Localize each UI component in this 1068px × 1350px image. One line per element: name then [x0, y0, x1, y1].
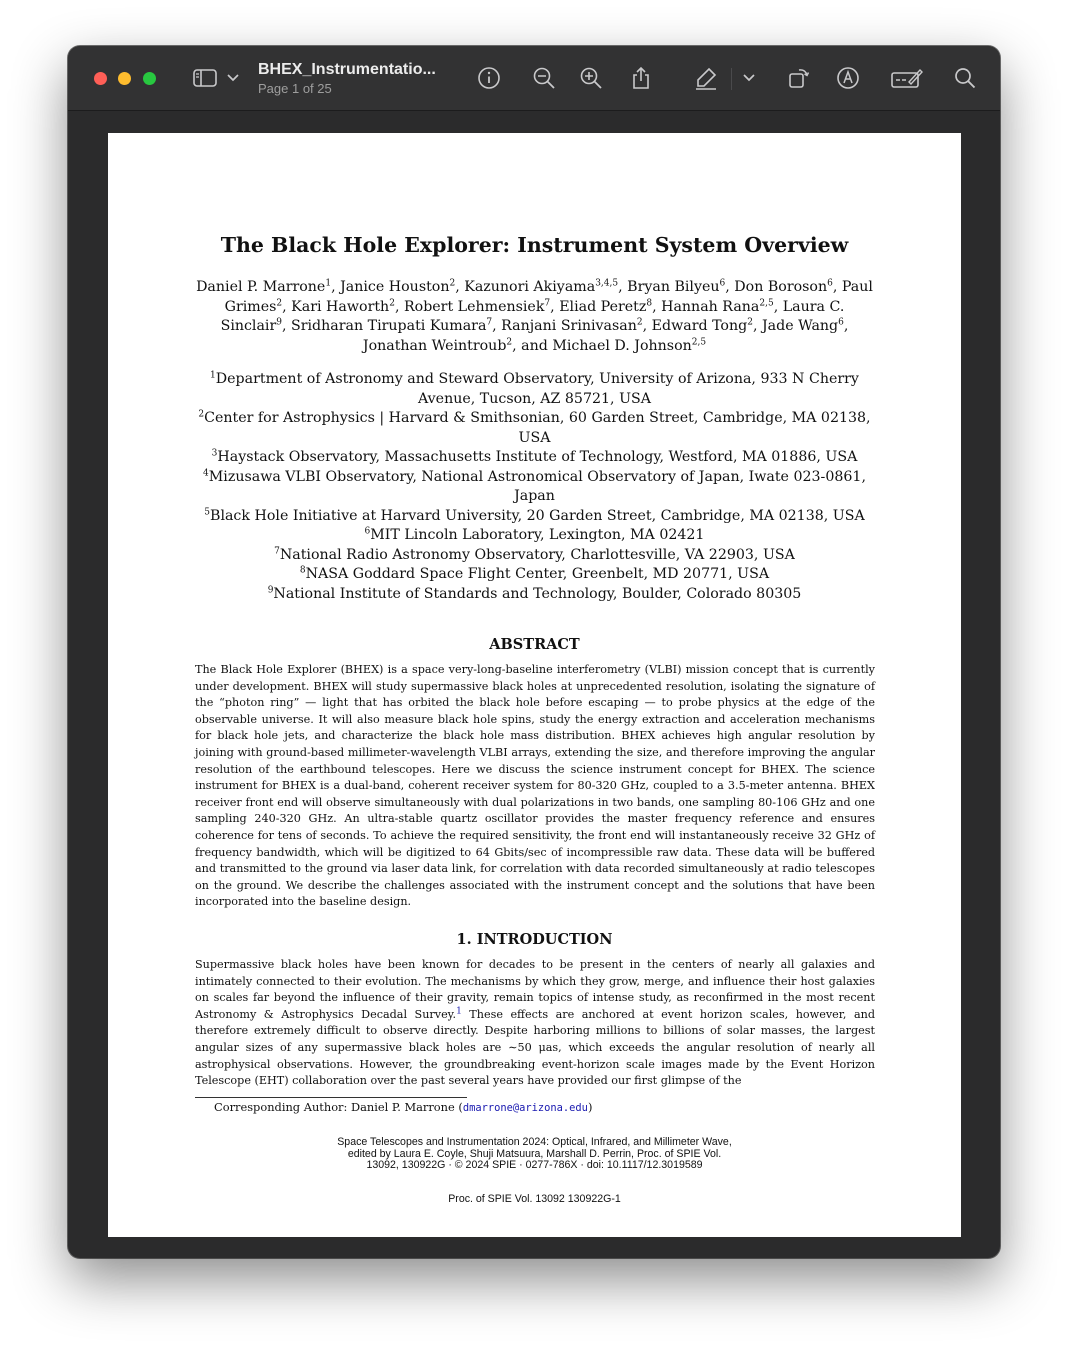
close-window-button[interactable]: [94, 72, 107, 85]
affiliation-number: 2: [198, 409, 205, 420]
intro-text-part2: These effects are anchored at event horizon scales, however, and therefore extremely difficult to observe directly. Despite harboring millions to billions of solar masses, the largest angular sizes of any supermassive black holes are ∼50 μas, which exceeds the angular resolution of nearly all astrophysical observations. However, the groundbreaking event-horizon scale images made by the Event Horizon Telescope (EHT) collaboration over the past several years have provided our first glimpse of the: [195, 1007, 875, 1088]
affiliation-text: Center for Astrophysics | Harvard & Smithsonian, 60 Garden Street, Cambridge, MA 02138, USA: [204, 410, 871, 446]
affiliation-number: 5: [204, 506, 211, 517]
chevron-down-icon[interactable]: [227, 66, 239, 90]
zoom-window-button[interactable]: [143, 72, 156, 85]
page-indicator: Page 1 of 25: [258, 81, 332, 96]
affiliation-text: MIT Lincoln Laboratory, Lexington, MA 02421: [370, 527, 705, 543]
zoom-out-icon[interactable]: [532, 66, 556, 90]
affiliation-item: [188, 585, 881, 605]
author-name: Paul Grimes: [224, 279, 873, 315]
markup-chevron-down-icon[interactable]: [743, 66, 755, 90]
author-affiliation-mark: 9: [276, 317, 282, 328]
affiliation-number: 1: [210, 370, 216, 381]
author-affiliation-mark: 2: [276, 297, 283, 308]
introduction-text: [195, 957, 875, 1090]
affiliation-text: NASA Goddard Space Flight Center, Greenbelt, MD 20771, USA: [305, 566, 770, 582]
affiliation-number: 3: [211, 448, 218, 459]
author-name: Robert Lehmensiek: [403, 298, 545, 315]
document-title-block: [258, 61, 458, 96]
markup-icon[interactable]: [836, 66, 860, 90]
author-name: Janice Houston: [340, 279, 450, 295]
author-email-link[interactable]: dmarrone@arizona.edu: [462, 1102, 588, 1114]
affiliation-text: Mizusawa VLBI Observatory, National Astronomical Observatory of Japan, Iwate 023-0861, Japan: [208, 468, 866, 504]
toolbar-divider: [731, 68, 732, 90]
author-name: Michael D. Johnson: [552, 338, 692, 355]
affiliation-item: [188, 507, 881, 527]
affiliation-text: Black Hole Initiative at Harvard University, 20 Garden Street, Cambridge, MA 02138, USA: [210, 507, 865, 524]
author-name: Don Boroson: [734, 279, 828, 295]
footnote-rule: [195, 1097, 467, 1098]
affiliation-text: Haystack Observatory, Massachusetts Institute of Technology, Westford, MA 01886, USA: [217, 449, 858, 465]
author-name: Jonathan Weintroub: [362, 338, 507, 355]
pdf-page: [108, 133, 961, 1237]
author-name: Bryan Bilyeu: [627, 279, 720, 295]
author-affiliation-mark: 2,5: [759, 297, 774, 308]
info-icon[interactable]: [477, 66, 501, 90]
highlighter-icon[interactable]: [694, 66, 718, 90]
publication-info: [108, 1137, 961, 1172]
page-footer: Proc. of SPIE Vol. 13092 130922G-1: [448, 1193, 621, 1205]
corresponding-author-footnote: [214, 1100, 592, 1114]
footnote-prefix: Corresponding Author: Daniel P. Marrone (: [214, 1100, 463, 1114]
abstract-text: The Black Hole Explorer (BHEX) is a space very-long-baseline interferometry (VLBI) mission concept that is currently under development. BHEX will study supermassive black holes at unprecedented resolution, isolating the signature of the “photon ring” — light that has orbited the black hole before escaping — to probe physics at the edge of the observable universe. It will also measure black hole spins, study the energy extraction and acceleration mechanisms for black hole jets, and characterize the black hole mass distribution. BHEX achieves high angular resolution by joining with ground-based millimeter-wavelength VLBI arrays, extending the size, and therefore improving the angular resolution of the earthbound telescopes. Here we discuss the science instrument concept for BHEX. The science instrument for BHEX is a dual-band, coherent receiver system for 80-320 GHz, coupled to a 3.5-meter antenna. BHEX receiver front end will observe simultaneously with dual polarizations in two bands, one sampling 80-106 GHz and one sampling 240-320 GHz. An ultra-stable quartz oscillator provides the master frequency reference and ensures coherence for tens of seconds. To achieve the required sensitivity, the front end will instantaneously receive 32 GHz of frequency bandwidth, which will be digitized to 64 Gbits/sec of incompressible raw data. These data will be buffered and transmitted to the ground via laser data link, for correlation with data recorded simultaneously at radio telescopes on the ground. We describe the challenges associated with the instrument concept and the solutions that have been incorporated into the baseline design.: [195, 663, 875, 909]
affiliation-number: 7: [274, 545, 280, 556]
affiliation-number: 8: [299, 565, 306, 576]
introduction-heading: 1. INTRODUCTION: [456, 931, 613, 948]
publication-info-line: Space Telescopes and Instrumentation 2024: Optical, Infrared, and Millimeter Wave,: [337, 1136, 732, 1148]
publication-info-line: 13092, 130922G · © 2024 SPIE · 0277-786X · doi: 10.1117/12.3019589: [366, 1159, 703, 1171]
toolbar: [68, 46, 1000, 111]
rotate-icon[interactable]: [787, 66, 811, 90]
author-affiliation-mark: 2,5: [691, 337, 707, 348]
affiliation-list: [188, 370, 881, 604]
author-affiliation-mark: 3,4,5: [595, 278, 619, 289]
author-affiliation-mark: 1: [325, 278, 332, 289]
window-title: BHEX_Instrumentatio...: [258, 61, 436, 78]
author-list: Daniel P. Marrone$^1$, Janice Houston$^2$, Kazunori Akiyama$^{3,4,5}$, Bryan Bilyeu$^6$, Don Boroson$^6$, Paul Grimes$^2$, Kari Haworth$^2$, Robert Lehmensiek$^7$, Eliad Peretz$^8$, Hannah Rana$^{2,5}$, Laura C. Sinclair$^9$, Sridharan Tirupati Kumara$^7$, Ranjani Srinivasan$^2$, Edward Tong$^2$, Jade Wang$^6$, Jonathan Weintroub$^2$, and Michael D. Johnson$^{2,5}$: [196, 278, 873, 355]
minimize-window-button[interactable]: [118, 72, 131, 85]
author-name: Edward Tong: [651, 318, 748, 335]
affiliation-text: National Institute of Standards and Technology, Boulder, Colorado 80305: [273, 585, 802, 602]
paper-title: The Black Hole Explorer: Instrument System Overview: [220, 233, 849, 257]
author-affiliation-mark: 2: [747, 317, 753, 328]
author-name: Laura C. Sinclair: [220, 298, 845, 335]
affiliation-text: Department of Astronomy and Steward Observatory, University of Arizona, 933 N Cherry Avenue, Tucson, AZ 85721, USA: [215, 371, 859, 407]
form-fill-icon[interactable]: [891, 66, 923, 90]
author-affiliation-mark: 2: [389, 297, 395, 308]
affiliation-item: [188, 409, 881, 448]
intro-text-part1: Supermassive black holes have been known for decades to be present in the centers of nearly all galaxies and intimately connected to their evolution. The mechanisms by which they grow, merge, and influence their host galaxies on scales far beyond the influence of their gravity, remain topics of intense study, as reconfirmed in the most recent Astronomy & Astrophysics Decadal Survey.: [195, 958, 875, 1021]
author-affiliation-mark: 7: [544, 297, 551, 308]
author-name: Kazunori Akiyama: [464, 279, 596, 295]
sidebar-icon[interactable]: [193, 66, 217, 90]
affiliation-item: [188, 546, 881, 566]
author-name: Kari Haworth: [291, 298, 390, 315]
affiliation-number: 9: [267, 584, 274, 595]
author-name: Eliad Peretz: [559, 298, 647, 315]
affiliation-item: [188, 468, 881, 507]
author-name: Daniel P. Marrone: [196, 279, 326, 295]
affiliation-text: National Radio Astronomy Observatory, Charlottesville, VA 22903, USA: [279, 546, 795, 563]
author-name: Ranjani Srinivasan: [501, 318, 637, 335]
footnote-suffix: ): [587, 1100, 593, 1114]
publication-info-line: edited by Laura E. Coyle, Shuji Matsuura, Marshall D. Perrin, Proc. of SPIE Vol.: [347, 1147, 722, 1160]
affiliation-item: [188, 565, 881, 585]
zoom-in-icon[interactable]: [579, 66, 603, 90]
author-affiliation-mark: 2: [636, 317, 643, 328]
author-affiliation-mark: 6: [838, 317, 844, 328]
affiliation-item: [188, 526, 881, 546]
author-affiliation-mark: 2: [449, 278, 456, 289]
affiliation-number: 4: [203, 467, 209, 478]
author-name: Jade Wang: [761, 318, 839, 335]
author-affiliation-mark: 6: [719, 278, 726, 289]
author-affiliation-mark: 2: [506, 337, 513, 348]
author-affiliation-mark: 6: [827, 278, 833, 289]
search-icon[interactable]: [954, 66, 976, 90]
affiliation-number: 6: [364, 526, 371, 537]
reference-link[interactable]: 1: [456, 1006, 462, 1017]
author-name: Sridharan Tirupati Kumara: [291, 318, 487, 335]
abstract-heading: ABSTRACT: [489, 636, 580, 653]
author-name: Hannah Rana: [661, 298, 760, 315]
affiliation-item: [188, 370, 881, 409]
affiliation-item: [188, 448, 881, 468]
author-affiliation-mark: 7: [486, 317, 493, 328]
share-icon[interactable]: [631, 66, 651, 90]
author-affiliation-mark: 8: [646, 297, 653, 308]
